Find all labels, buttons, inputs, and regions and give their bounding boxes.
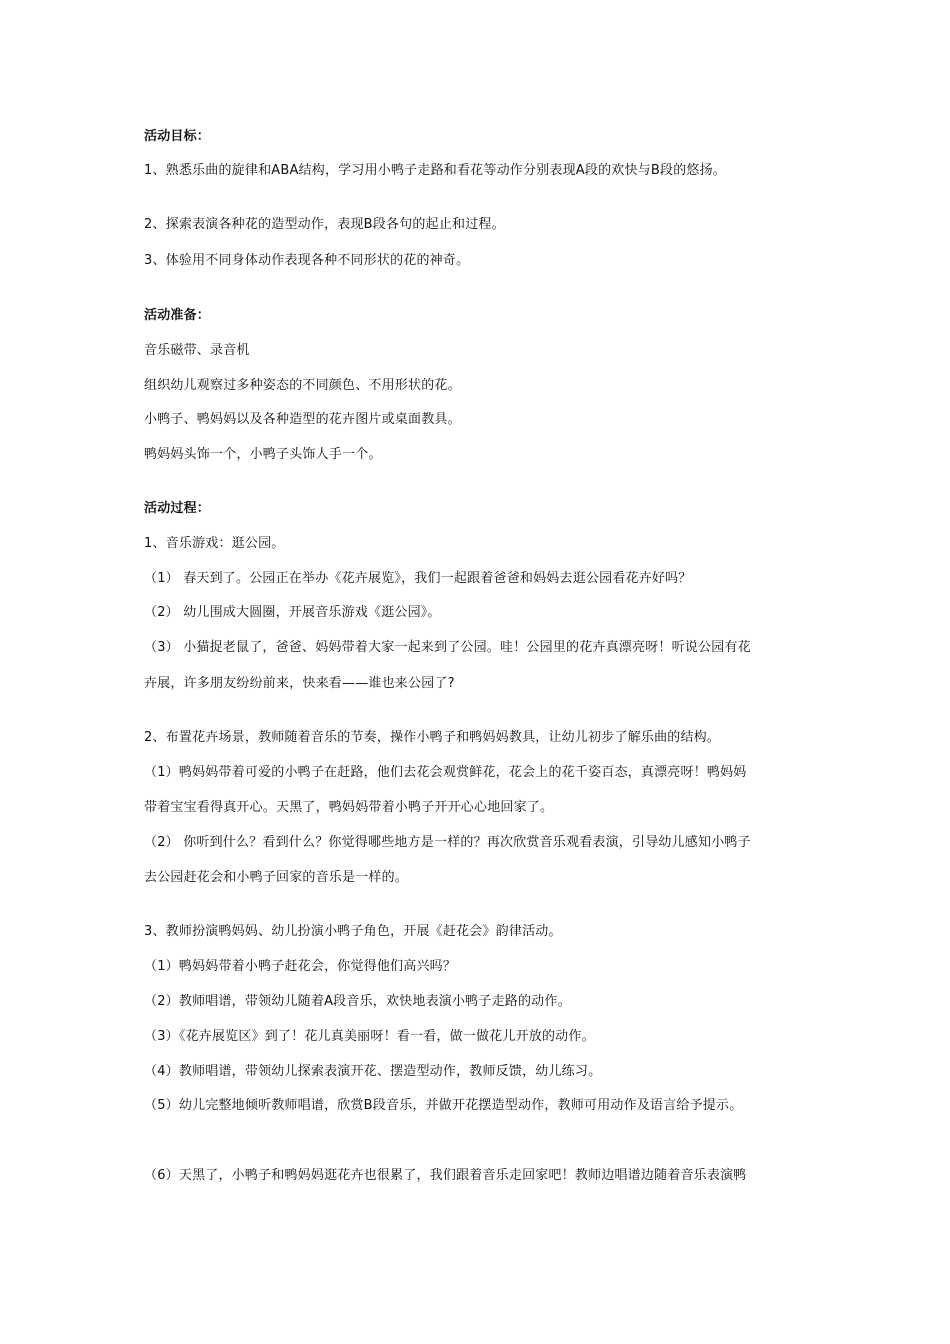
process-line: 3、教师扮演鸭妈妈、幼儿扮演小鸭子角色，开展《赶花会》韵律活动。 xyxy=(144,924,562,939)
prep-item-3: 小鸭子、鸭妈妈以及各种造型的花卉图片或桌面教具。 xyxy=(144,412,461,427)
process-line: （3） 小猫捉老鼠了，爸爸、妈妈带着大家一起来到了公园。哇！公园里的花卉真漂亮呀！听说公园有花 xyxy=(144,640,751,655)
process-line: （2） 幼儿围成大圆圈，开展音乐游戏《逛公园》。 xyxy=(144,605,441,620)
prep-item-2: 组织幼儿观察过多种姿态的不同颜色、不用形状的花。 xyxy=(144,378,461,393)
process-line: （6）天黑了，小鸭子和鸭妈妈逛花卉也很累了，我们跟着音乐走回家吧！教师边唱谱边随着音乐表演鸭 xyxy=(144,1168,747,1183)
process-line: （1）鸭妈妈带着可爱的小鸭子在赶路，他们去花会观赏鲜花，花会上的花千姿百态，真漂亮呀！鸭妈妈 xyxy=(144,765,747,780)
process-line: （2） 你听到什么？看到什么？你觉得哪些地方是一样的？再次欣赏音乐观看表演，引导幼儿感知小鸭子 xyxy=(144,835,751,850)
prep-heading: 活动准备： xyxy=(144,308,211,323)
process-line: （1）鸭妈妈带着小鸭子赶花会，你觉得他们高兴吗？ xyxy=(144,959,457,974)
process-line: （1） 春天到了。公园正在举办《花卉展览》，我们一起跟着爸爸和妈妈去逛公园看花卉好吗？ xyxy=(144,571,692,586)
process-line: 1、音乐游戏：逛公园。 xyxy=(144,536,285,551)
process-line: （4）教师唱谱，带领幼儿探索表演开花、摆造型动作，教师反馈，幼儿练习。 xyxy=(144,1064,602,1079)
goals-heading: 活动目标： xyxy=(144,129,211,144)
process-line: 去公园赶花会和小鸭子回家的音乐是一样的。 xyxy=(144,870,409,885)
process-line: （3）《花卉展览区》到了！花儿真美丽呀！看一看，做一做花儿开放的动作。 xyxy=(144,1029,595,1044)
process-line: 卉展，许多朋友纷纷前来，快来看——谁也来公园了? xyxy=(144,676,455,691)
goal-item-2: 2、探索表演各种花的造型动作，表现B段各句的起止和过程。 xyxy=(144,217,505,232)
prep-item-1: 音乐磁带、录音机 xyxy=(144,343,250,358)
prep-item-4: 鸭妈妈头饰一个，小鸭子头饰人手一个。 xyxy=(144,447,382,462)
goal-item-1: 1、熟悉乐曲的旋律和ABA结构，学习用小鸭子走路和看花等动作分别表现A段的欢快与B段的悠扬。 xyxy=(144,163,726,178)
process-line: （5）幼儿完整地倾听教师唱谱，欣赏B段音乐，并做开花摆造型动作，教师可用动作及语言给予提示。 xyxy=(144,1098,743,1113)
process-line: 带着宝宝看得真开心。天黑了，鸭妈妈带着小鸭子开开心心地回家了。 xyxy=(144,800,554,815)
process-line: （2）教师唱谱，带领幼儿随着A段音乐，欢快地表演小鸭子走路的动作。 xyxy=(144,994,571,1009)
goal-item-3: 3、体验用不同身体动作表现各种不同形状的花的神奇。 xyxy=(144,253,470,268)
process-heading: 活动过程： xyxy=(144,501,211,516)
process-line: 2、布置花卉场景，教师随着音乐的节奏，操作小鸭子和鸭妈妈教具，让幼儿初步了解乐曲的结构。 xyxy=(144,730,721,745)
